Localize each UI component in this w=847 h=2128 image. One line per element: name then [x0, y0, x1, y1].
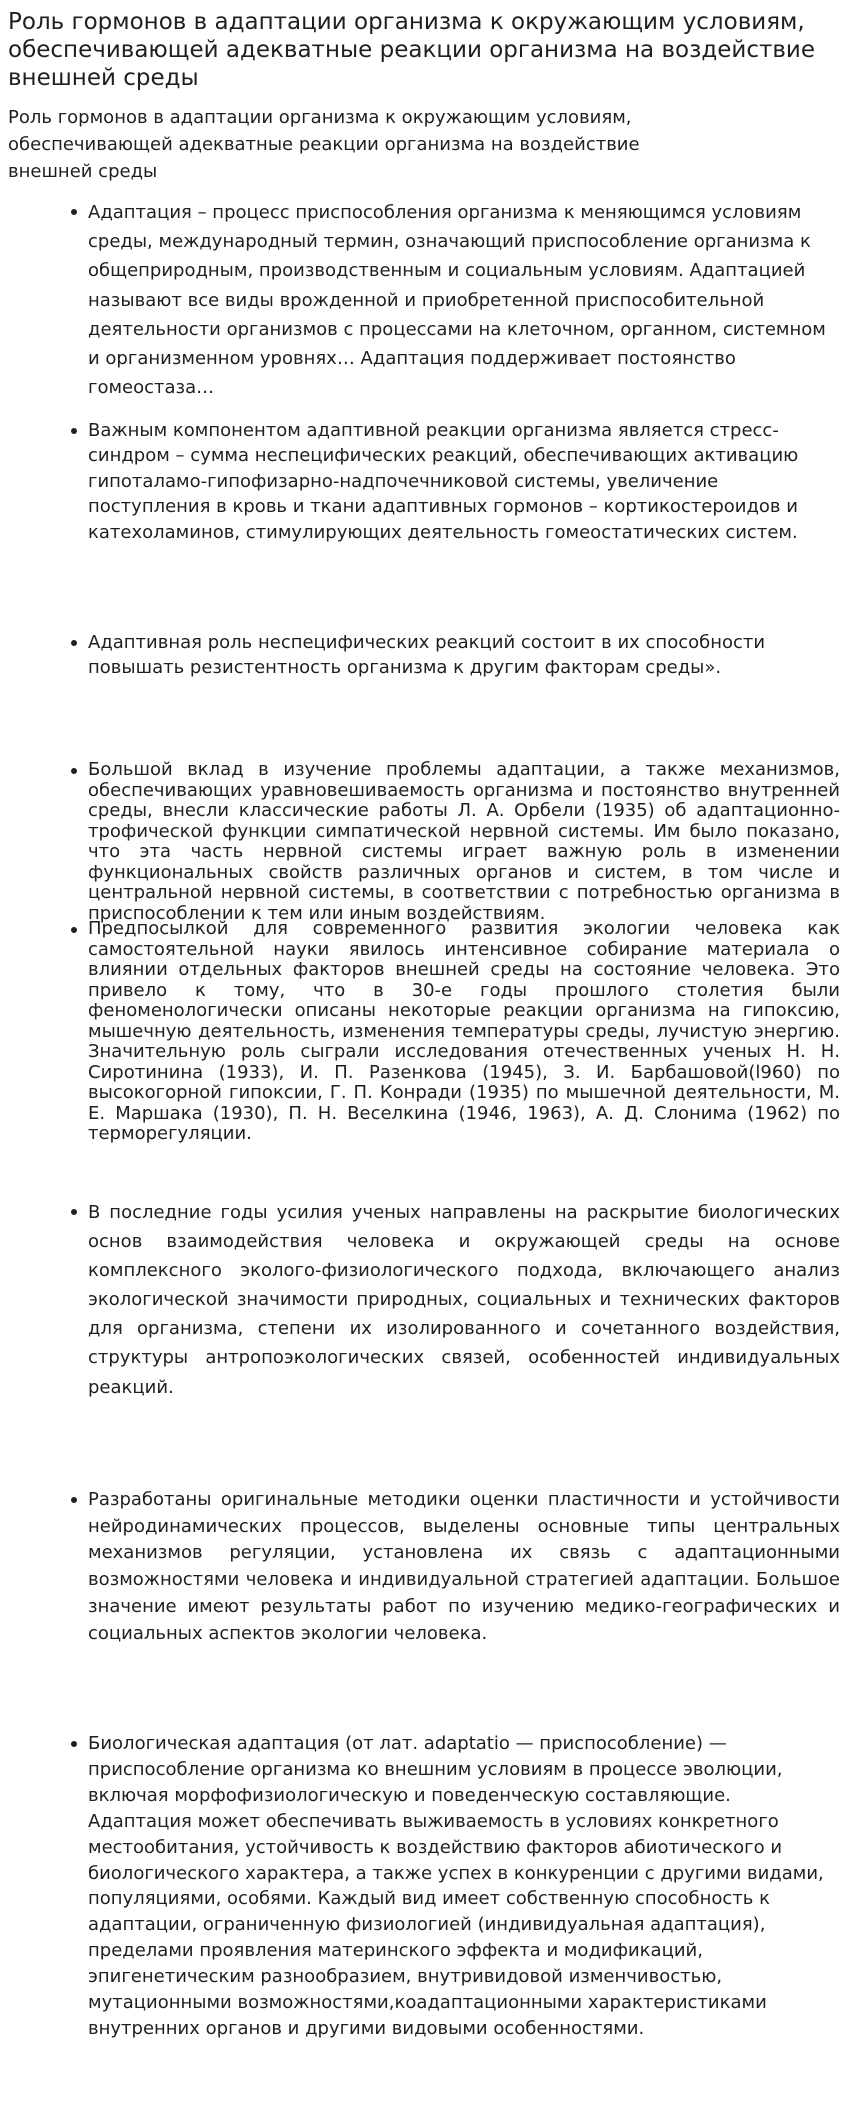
page-subtitle: Роль гормонов в адаптации организма к окружающим условиям, обеспечивающей адекватные реакции организма на воздействие внешней среды — [8, 107, 640, 182]
list-item: Большой вклад в изучение проблемы адаптации, а также механизмов, обеспечивающих уравновешиваемость организма и постоянство внутренней среды, внесли классические работы Л. А. Орбели (1935) об адаптационно-трофической функции симпатической нервной системы. Им было показано, что эта часть нервной системы играет важную роль в изменении функциональных свойств различных органов и систем, в том числе и центральной нервной системы, в соответствии с потребностью организма в приспособлении к тем или иным воздействиям. — [88, 759, 840, 924]
list-item: Разработаны оригинальные методики оценки пластичности и устойчивости нейродинамических процессов, выделены основные типы центральных механизмов регуляции, установлена их связь с адаптационными возможностями человека и индивидуальной стратегией адаптации. Большое значение имеют результаты работ по изучению медико-географических и социальных аспектов экологии человека. — [88, 1487, 840, 1647]
list-item: Биологическая адаптация (от лат. adaptatio — приспособление) — приспособление организма ко внешним условиям в процессе эволюции, включая морфофизиологическую и поведенческую составляющие. Адаптация может обеспечивать выживаемость в условиях конкретного местообитания, устойчивость к воздействию факторов абиотического и биологического характера, а также успех в конкуренции с другими видами, популяциями, особями. Каждый вид имеет собственную способность к адаптации, ограниченную физиологией (индивидуальная адаптация), пределами проявления материнского эффекта и модификаций, эпигенетическим разнообразием, внутривидовой изменчивостью, мутационными возможностями,коадаптационными характеристиками внутренних органов и другими видовыми особенностями. — [88, 1731, 840, 2042]
list-item: Адаптация – процесс приспособления организма к меняющимся условиям среды, международный термин, означающий приспособление организма к общеприродным, производственным и социальным условиям. Адаптацией называют все виды врожденной и приобретенной приспособительной деятельности организмов с процессами на клеточном, органном, системном и организменном уровнях… Адаптация поддерживает постоянство гомеостаза… — [88, 198, 840, 402]
list-item: Адаптивная роль неспецифических реакций состоит в их способности повышать резистентность организма к другим факторам среды». — [88, 630, 840, 681]
page-title: Роль гормонов в адаптации организма к окружающим условиям, обеспечивающей адекватные реакции организма на воздействие внешней среды — [8, 9, 816, 91]
list-item: Важным компонентом адаптивной реакции организма является стресс-синдром – сумма неспецифических реакций, обеспечивающих активацию гипоталамо-гипофизарно-надпочечниковой системы, увеличение поступления в кровь и ткани адаптивных гормонов – кортикостероидов и катехоламинов, стимулирующих деятельность гомеостатических систем. — [88, 418, 840, 545]
list-item: Предпосылкой для современного развития экологии человека как самостоятельной науки явилось интенсивное собирание материала о влиянии отдельных факторов внешней среды на состояние человека. Это привело к тому, что в 30-е годы прошлого столетия были феноменологически описаны некоторые реакции организма на гипоксию, мышечную деятельность, изменения температуры среды, лучистую энергию. Значительную роль сыграли исследования отечественных ученых Н. Н. Сиротинина (1933), И. П. Разенкова (1945), З. И. Барбашовой(l960) по высокогорной гипоксии, Г. П. Конради (1935) по мышечной деятельности, М. Е. Маршака (1930), П. Н. Веселкина (1946, 1963), А. Д. Слонима (1962) по терморегуляции. — [88, 918, 840, 1144]
list-item: В последние годы усилия ученых направлены на раскрытие биологических основ взаимодействия человека и окружающей среды на основе комплексного эколого-физиологического подхода, включающего анализ экологической значимости природных, социальных и технических факторов для организма, степени их изолированного и сочетанного воздействия, структуры антропоэкологических связей, особенностей индивидуальных реакций. — [88, 1198, 840, 1402]
